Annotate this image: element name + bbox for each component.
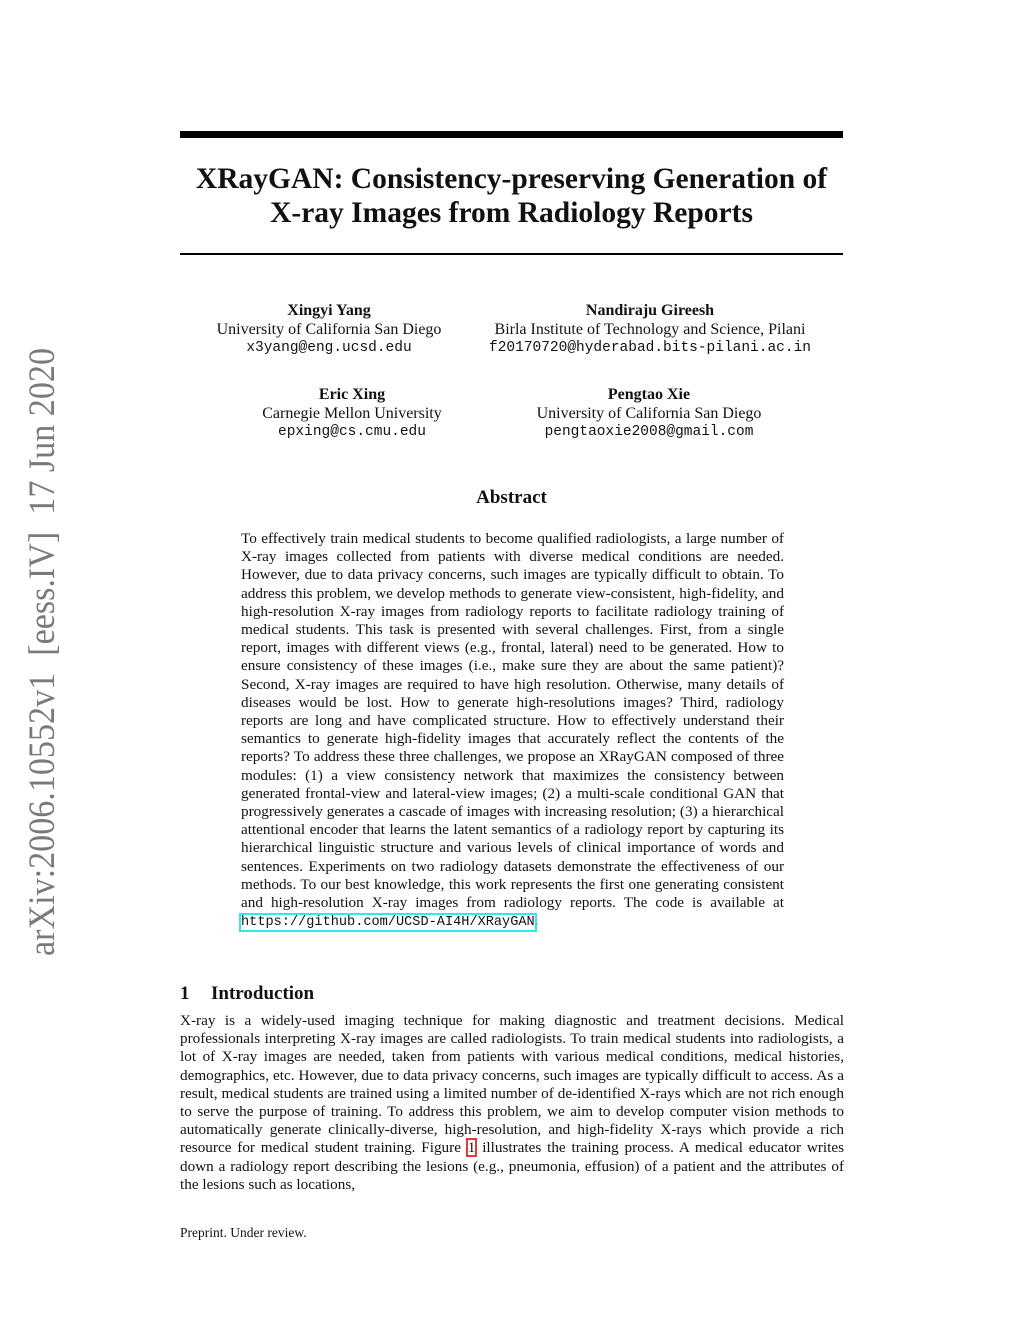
introduction-paragraph: [180, 1012, 844, 1194]
author-block-2: [480, 301, 820, 358]
author-email[interactable]: epxing@cs.cmu.edu: [278, 424, 426, 440]
title-line-1: XRayGAN: Consistency-preserving Generation of: [195, 163, 828, 195]
author-email[interactable]: f20170720@hyderabad.bits-pilani.ac.in: [489, 340, 811, 356]
code-link[interactable]: https://github.com/UCSD-AI4H/XRayGAN: [241, 915, 535, 931]
section-heading-introduction: [180, 983, 314, 1005]
author-affiliation: Carnegie Mellon University: [262, 405, 442, 422]
title-bottom-rule: [180, 253, 843, 255]
intro-text-part-1: X-ray is a widely-used imaging technique for making diagnostic and treatment decisions. Medical professionals interpreting X-ray images are called radiologists. To train medical students into radiologists, a lot of X-ray images are needed, taken from patients with various medical conditions, medical histories, demographics, etc. However, due to data privacy concerns, such images are typically difficult to access. As a result, medical students are trained using a limited number of de-identified X-rays which are not rich enough to serve the purpose of training. To address this problem, we aim to develop computer vision methods to automatically generate clinically-diverse, high-resolution, and high-fidelity X-rays which provide a rich resource for medical student training. Figure: [180, 1012, 844, 1157]
author-email[interactable]: x3yang@eng.ucsd.edu: [246, 340, 412, 356]
abstract-text: To effectively train medical students to become qualified radiologists, a large number of X-ray images collected from patients with diverse medical conditions are needed. However, due to data privacy concerns, such images are typically difficult to obtain. To address this problem, we develop methods to generate view-consistent, high-fidelity, and high-resolution X-ray images from radiology reports to facilitate radiology training of medical students. This task is presented with several challenges. First, from a single report, images with different views (e.g., frontal, lateral) need to be generated. How to ensure consistency of these images (i.e., make sure they are about the same patient)? Second, X-ray images are required to have high resolution. Otherwise, many details of diseases would be lost. How to generate high-resolutions images? Third, radiology reports are long and have complicated structure. How to effectively understand their semantics to generate high-fidelity images that accurately reflect the contents of the reports? To address these three challenges, we propose an XRayGAN composed of three modules: (1) a view consistency network that maximizes the consistency between generated frontal-view and lateral-view images; (2) a multi-scale conditional GAN that progressively generates a cascade of images with increasing resolution; (3) a hierarchical attentional encoder that learns the latent semantics of a radiology report by capturing its hierarchical linguistic structure and various levels of clinical importance of words and sentences. Experiments on two radiology datasets demonstrate the effectiveness of our methods. To our best knowledge, this work represents the first one generating consistent and high-resolution X-ray images from radiology reports. The code is available at: [241, 530, 784, 912]
author-name: Eric Xing: [318, 386, 386, 403]
section-title: Introduction: [211, 983, 315, 1004]
abstract-body: [241, 530, 784, 932]
abstract-end: .: [534, 912, 539, 930]
author-affiliation: University of California San Diego: [216, 321, 442, 338]
paper-title: [180, 162, 843, 230]
title-top-rule: [180, 131, 843, 138]
preprint-footer: Preprint. Under review.: [180, 1225, 307, 1240]
section-number: 1: [180, 983, 190, 1004]
intro-text-part-2: illustrates the training process. A medical educator writes down a radiology report describing the lesions (e.g., pneumonia, effusion) of a patient and the attributes of the lesions such as locations,: [180, 1139, 844, 1193]
author-affiliation: Birla Institute of Technology and Science, Pilani: [494, 321, 806, 338]
arxiv-identifier-text: arXiv:2006.10552v1 [eess.IV] 17 Jun 2020: [22, 346, 63, 956]
author-block-1: [179, 301, 479, 358]
arxiv-identifier-stamp: [14, 346, 66, 956]
author-email[interactable]: pengtaoxie2008@gmail.com: [544, 424, 754, 440]
title-line-2: X-ray Images from Radiology Reports: [270, 197, 753, 229]
author-name: Xingyi Yang: [287, 302, 371, 319]
author-block-4: [499, 385, 799, 442]
author-block-3: [202, 385, 502, 442]
abstract-heading: Abstract: [476, 487, 547, 508]
author-affiliation: University of California San Diego: [536, 405, 762, 422]
author-name: Pengtao Xie: [607, 386, 691, 403]
author-name: Nandiraju Gireesh: [585, 302, 715, 319]
figure-reference-link[interactable]: 1: [467, 1139, 476, 1157]
